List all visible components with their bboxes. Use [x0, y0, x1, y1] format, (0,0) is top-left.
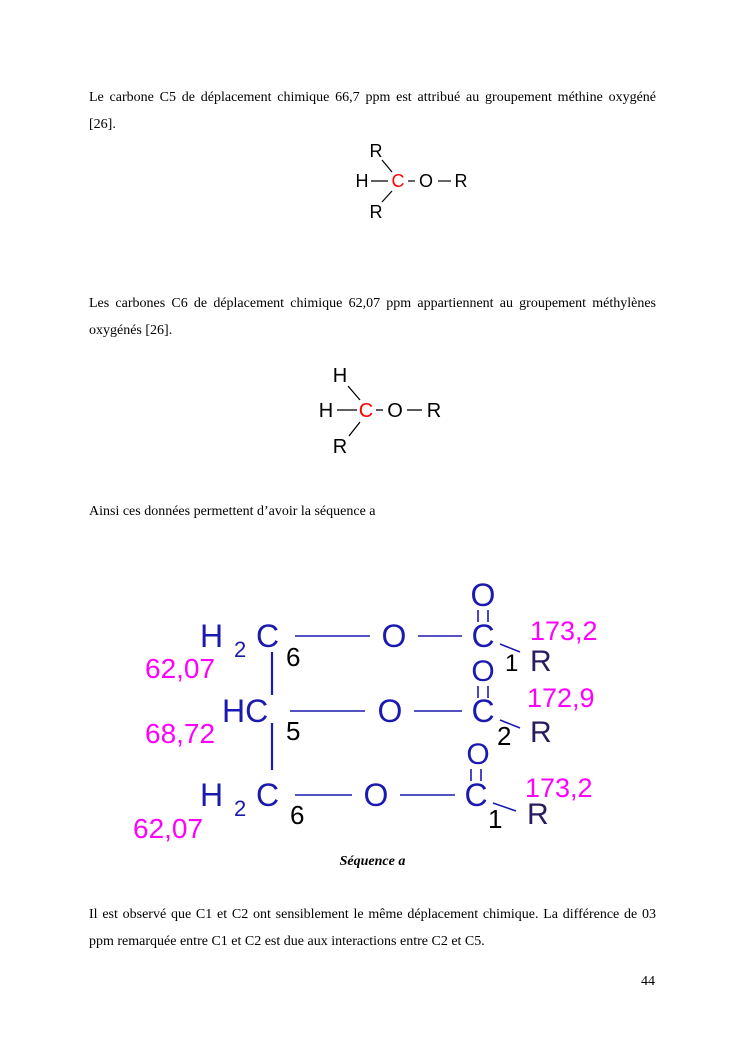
row2-ester-oxygen: O — [377, 693, 403, 729]
row3-r: R — [527, 798, 549, 831]
row3-carbon-c: C — [256, 777, 280, 813]
struct1-h-left: H — [355, 171, 369, 191]
row3-carbonyl-carbon: C — [464, 777, 488, 813]
row1-carbonyl-number: 1 — [505, 650, 519, 677]
row1-ester-oxygen: O — [381, 618, 407, 654]
struct2-r-bottom: R — [332, 436, 348, 458]
struct2-h-top: H — [332, 365, 348, 387]
row1-carbon-sub: 2 — [234, 637, 247, 662]
page-number: 44 — [641, 974, 655, 989]
paragraph-c5: Le carbone C5 de déplacement chimique 66,7 ppm est attribué au groupement méthine oxygéné [26]. — [89, 90, 656, 132]
row2-carbonyl-oxygen: O — [471, 655, 495, 688]
row1-carbonyl-carbon: C — [471, 618, 495, 654]
sequence-a-structure — [0, 560, 745, 850]
struct1-r-right: R — [454, 171, 468, 191]
row2-carbon-hc: HC — [222, 693, 269, 729]
row2-shift-left: 68,72 — [145, 718, 216, 749]
struct2-h-left: H — [318, 400, 334, 422]
methine-structure — [340, 136, 490, 226]
row2-carbonyl-number: 2 — [497, 721, 512, 751]
row1-shift-right: 173,2 — [530, 616, 598, 646]
row1-carbon-number: 6 — [286, 642, 301, 672]
row1-shift-left: 62,07 — [145, 653, 216, 684]
figure-caption: Séquence a — [339, 854, 406, 869]
row3-carbonyl-number: 1 — [488, 804, 503, 834]
struct1-carbon: C — [391, 171, 405, 191]
struct1-r-top: R — [369, 141, 383, 161]
row1-r: R — [530, 645, 552, 678]
row2-carbonyl-carbon: C — [471, 693, 495, 729]
row3-carbon-number: 6 — [290, 800, 305, 830]
row2-r: R — [530, 716, 552, 749]
row2-shift-right: 172,9 — [527, 683, 595, 713]
methylene-structure — [305, 360, 455, 460]
paragraph-sequence-intro: Ainsi ces données permettent d’avoir la séquence a — [89, 504, 376, 519]
struct1-r-bottom: R — [369, 202, 383, 222]
paragraph-c6: Les carbones C6 de déplacement chimique 62,07 ppm appartiennent au groupement méthylènes oxygénés [26]. — [89, 296, 656, 338]
struct2-r-right: R — [426, 400, 442, 422]
row3-shift-left: 62,07 — [133, 813, 204, 844]
row3-shift-right: 173,2 — [525, 773, 593, 803]
row3-carbon-sub: 2 — [234, 796, 247, 821]
struct2-carbon: C — [358, 400, 374, 422]
row2-carbon-number: 5 — [286, 716, 301, 746]
paragraph-conclusion: Il est observé que C1 et C2 ont sensiblement le même déplacement chimique. La différence de 03 ppm remarquée entre C1 et C2 est due aux interactions entre C2 et C5. — [89, 907, 656, 949]
row3-carbon-h: H — [200, 777, 224, 813]
row3-carbonyl-oxygen: O — [466, 738, 490, 771]
struct2-oxygen: O — [387, 400, 403, 422]
row1-carbonyl-oxygen: O — [470, 577, 496, 613]
row1-carbon-h: H — [200, 618, 224, 654]
row3-ester-oxygen: O — [363, 777, 389, 813]
sequence-row-1 — [145, 577, 598, 684]
struct1-oxygen: O — [418, 171, 434, 191]
row1-carbon-c: C — [256, 618, 280, 654]
sequence-row-3 — [133, 738, 593, 844]
